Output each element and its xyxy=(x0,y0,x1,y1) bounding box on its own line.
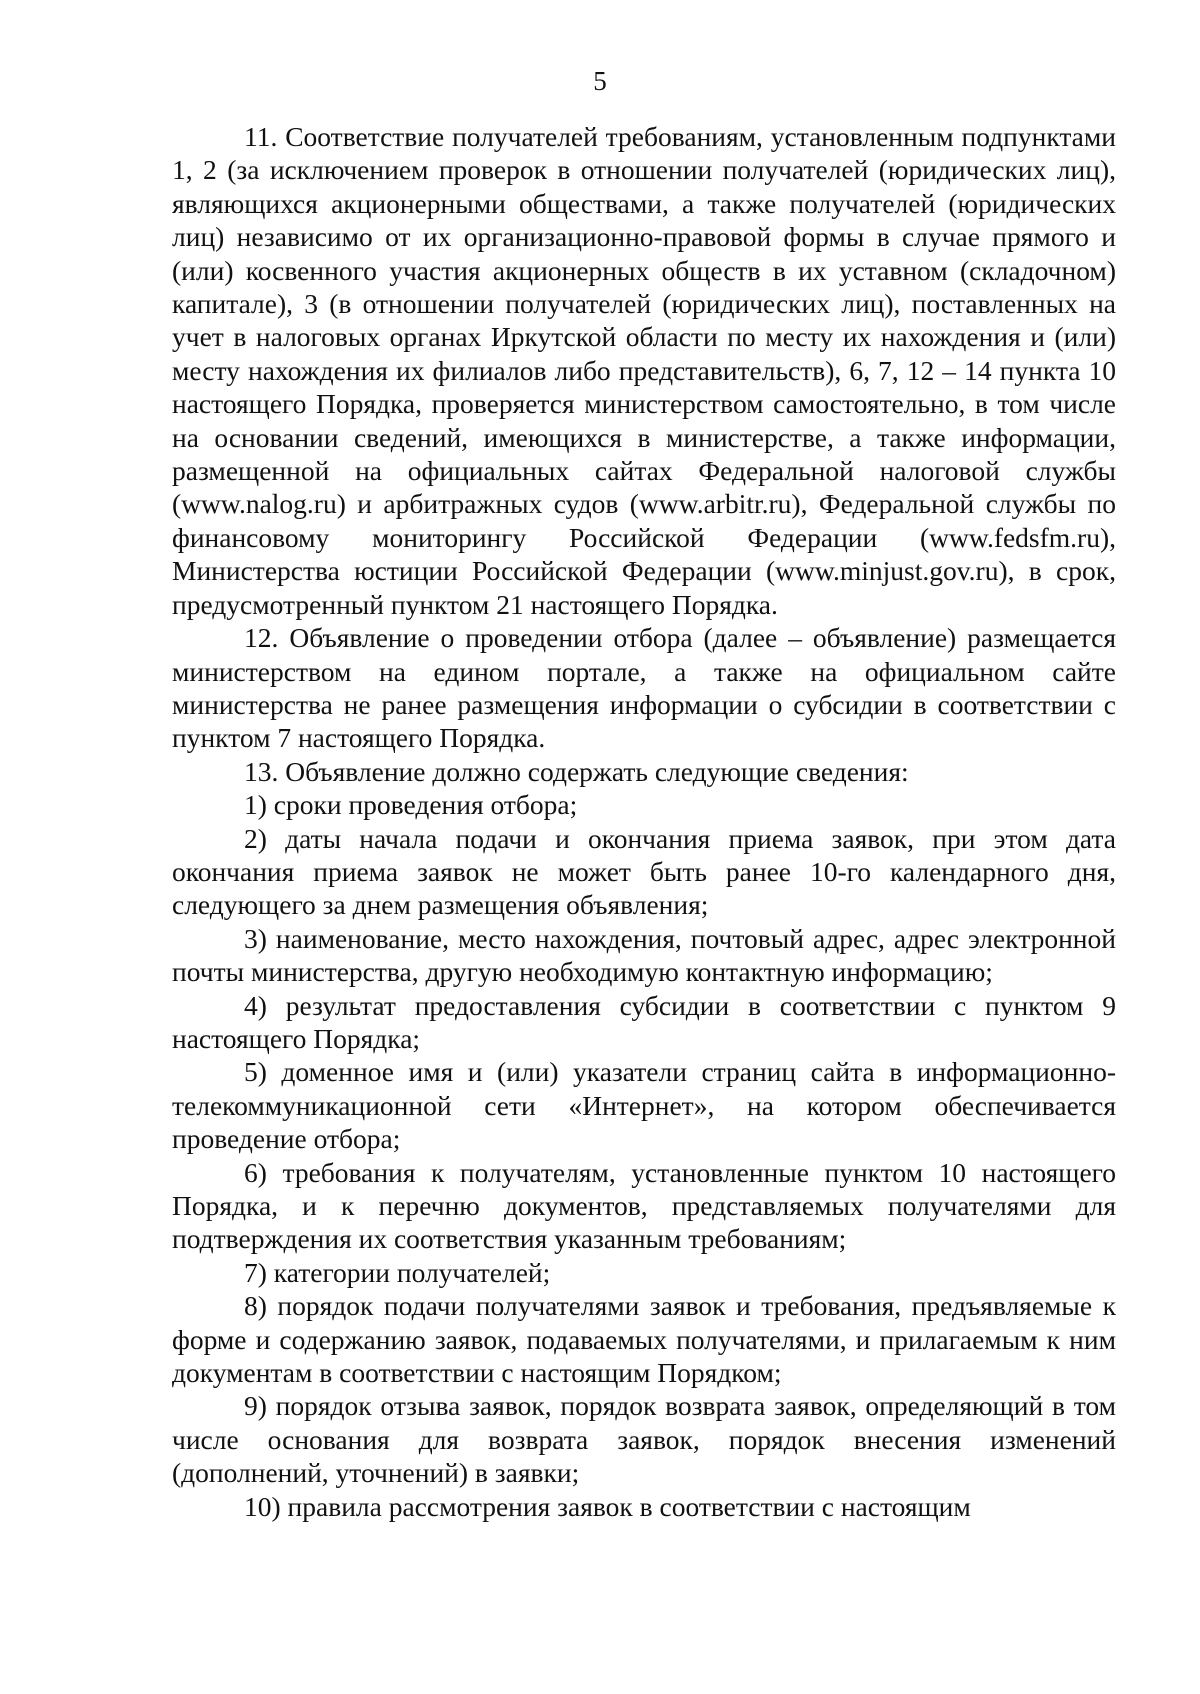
page-number: 5 xyxy=(593,66,607,96)
list-item-7: 7) категории получателей; xyxy=(244,1256,551,1288)
paragraph-11: 11. Соответствие получателей требованиям, установленным подпунктами 1, 2 (за исключением проверок в отношении получателей (юридических лиц), являющихся акционерными обществами, а также получателей (юридических лиц) независимо от их организационно-правовой формы в случае прямого и (или) косвенного участия акционерных обществ в их уставном (складочном) капитале), 3 (в отношении получателей (юридических лиц), поставленных на учет в налоговых органах Иркутской области по месту их нахождения и (или) месту нахождения их филиалов либо представительств), 6, 7, 12 – 14 пункта 10 настоящего Порядка, проверяется министерством самостоятельно, в том числе на основании сведений, имеющихся в министерстве, а также информации, размещенной на официальных сайтах Федеральной налоговой службы (www.nalog.ru) и арбитражных судов (www.arbitr.ru), Федеральной службы по финансовому мониторингу Российской Федерации (www.fedsfm.ru), Министерства юстиции Российской Федерации (www.minjust.gov.ru), в срок, предусмотренный пунктом 21 настоящего Порядка. xyxy=(172,121,1116,620)
list-item-6: 6) требования к получателям, установленные пунктом 10 настоящего Порядка, и к перечню документов, представляемых получателями для подтверждения их соответствия указанным требованиям; xyxy=(172,1156,1116,1255)
list-item-8: 8) порядок подачи получателями заявок и требования, предъявляемые к форме и содержанию заявок, подаваемых получателями, и прилагаемым к ним документам в соответствии с настоящим Порядком; xyxy=(172,1290,1116,1389)
list-item-10: 10) правила рассмотрения заявок в соответствии с настоящим xyxy=(244,1490,971,1522)
list-item-2: 2) даты начала подачи и окончания приема заявок, при этом дата окончания приема заявок не может быть ранее 10-го календарного дня, следующего за днем размещения объявления; xyxy=(172,822,1116,921)
list-item-9: 9) порядок отзыва заявок, порядок возврата заявок, определяющий в том числе основания для возврата заявок, порядок внесения изменений (дополнений, уточнений) в заявки; xyxy=(172,1390,1116,1489)
list-item-5: 5) доменное имя и (или) указатели страниц сайта в информационно-телекоммуникационной сети «Интернет», на котором обеспечивается проведение отбора; xyxy=(172,1056,1116,1155)
list-item-3: 3) наименование, место нахождения, почтовый адрес, адрес электронной почты министерства, другую необходимую контактную информацию; xyxy=(172,922,1116,988)
list-item-4: 4) результат предоставления субсидии в соответствии с пунктом 9 настоящего Порядка; xyxy=(172,989,1116,1054)
paragraph-13: 13. Объявление должно содержать следующие сведения: xyxy=(244,755,909,787)
paragraph-12: 12. Объявление о проведении отбора (далее – объявление) размещается министерством на едином портале, а также на официальном сайте министерства не ранее размещения информации о субсидии в соответствии с пунктом 7 настоящего Порядка. xyxy=(172,622,1116,754)
document-body xyxy=(172,120,1116,1523)
list-item-1: 1) сроки проведения отбора; xyxy=(244,789,578,821)
